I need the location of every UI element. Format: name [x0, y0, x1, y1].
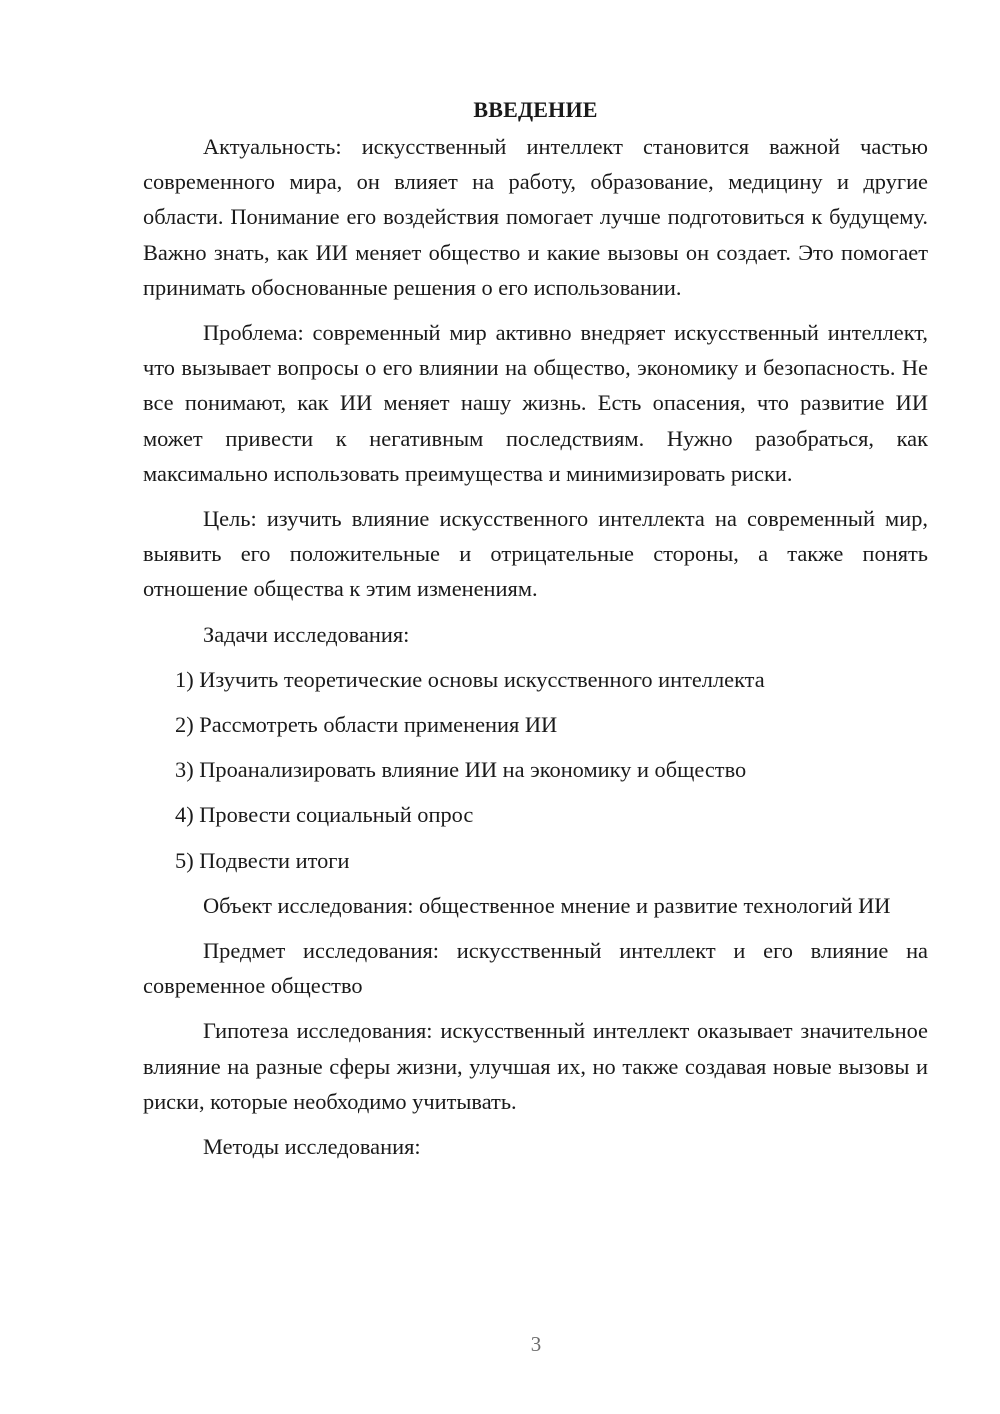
task-item: 5) Подвести итоги: [175, 847, 350, 873]
object-paragraph: Объект исследования: общественное мнение и развитие технологий ИИ: [203, 892, 891, 918]
page-number: 3: [530, 1332, 542, 1356]
section-title: ВВЕДЕНИЕ: [473, 97, 598, 122]
task-item: 1) Изучить теоретические основы искусственного интеллекта: [175, 666, 765, 692]
problem-paragraph: Проблема: современный мир активно внедряет искусственный интеллект, что вызывает вопросы о его влиянии на общество, экономику и безопасность. Не все понимают, как ИИ меняет нашу жизнь. Есть опасения, что развитие ИИ может привести к негативным последствиям. Нужно разобраться, как максимально использовать преимущества и минимизировать риски.: [143, 320, 928, 486]
document-page: [143, 92, 928, 1174]
goal-paragraph: Цель: изучить влияние искусственного интеллекта на современный мир, выявить его положительные и отрицательные стороны, а также понять отношение общества к этим изменениям.: [143, 506, 928, 602]
tasks-list: [143, 662, 928, 878]
task-item: 2) Рассмотреть области применения ИИ: [175, 712, 558, 738]
task-item: 4) Провести социальный опрос: [175, 802, 474, 828]
subject-paragraph: Предмет исследования: искусственный интеллект и его влияние на современное общество: [143, 938, 928, 999]
task-item: 3) Проанализировать влияние ИИ на экономику и общество: [175, 757, 747, 783]
relevance-paragraph: Актуальность: искусственный интеллект становится важной частью современного мира, он влияет на работу, образование, медицину и другие области. Понимание его воздействия помогает лучше подготовиться к будущему. Важно знать, как ИИ меняет общество и какие вызовы он создает. Это помогает принимать обоснованные решения о его использовании.: [143, 134, 928, 300]
methods-heading: Методы исследования:: [203, 1134, 421, 1160]
hypothesis-paragraph: Гипотеза исследования: искусственный интеллект оказывает значительное влияние на разные сферы жизни, улучшая их, но также создавая новые вызовы и риски, которые необходимо учитывать.: [143, 1018, 928, 1114]
tasks-heading: Задачи исследования:: [203, 621, 410, 647]
